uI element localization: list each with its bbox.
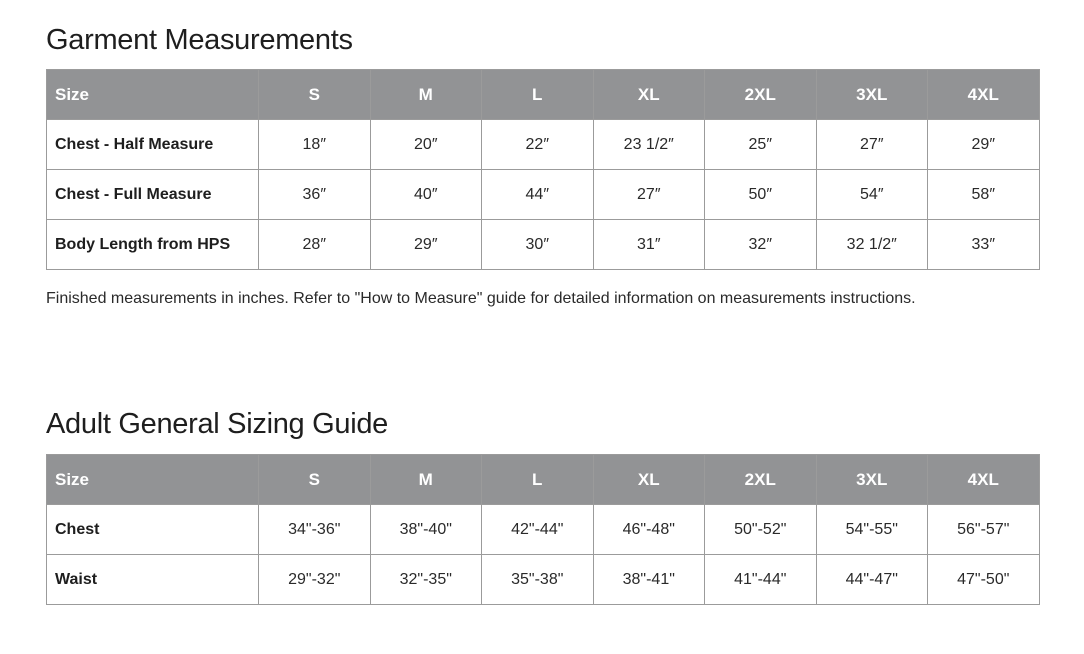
table-cell: 56"-57" — [928, 505, 1040, 555]
table-cell: 58″ — [928, 170, 1040, 220]
table-cell: 54″ — [816, 170, 928, 220]
table-row — [47, 505, 1040, 555]
column-header-xl: XL — [593, 455, 705, 505]
table-row — [47, 170, 1040, 220]
row-label: Waist — [47, 555, 259, 605]
sizing-guide-table — [46, 454, 1040, 605]
column-header-3xl: 3XL — [816, 70, 928, 120]
table-cell: 41"-44" — [705, 555, 817, 605]
column-header-m: M — [370, 70, 482, 120]
column-header-size: Size — [47, 70, 259, 120]
table-cell: 31″ — [593, 220, 705, 270]
column-header-2xl: 2XL — [705, 455, 817, 505]
table-cell: 22″ — [482, 120, 594, 170]
column-header-l: L — [482, 455, 594, 505]
column-header-4xl: 4XL — [928, 455, 1040, 505]
table-cell: 29″ — [370, 220, 482, 270]
table-cell: 36″ — [259, 170, 371, 220]
table-cell: 50″ — [705, 170, 817, 220]
column-header-s: S — [259, 70, 371, 120]
table-cell: 50"-52" — [705, 505, 817, 555]
table-row — [47, 555, 1040, 605]
table-cell: 28″ — [259, 220, 371, 270]
column-header-size: Size — [47, 455, 259, 505]
table-header-row — [47, 70, 1040, 120]
garment-measurements-title: Garment Measurements — [46, 24, 353, 56]
table-row — [47, 120, 1040, 170]
table-cell: 29"-32" — [259, 555, 371, 605]
table-cell: 38"-41" — [593, 555, 705, 605]
table-cell: 54"-55" — [816, 505, 928, 555]
table-cell: 35"-38" — [482, 555, 594, 605]
column-header-2xl: 2XL — [705, 70, 817, 120]
column-header-l: L — [482, 70, 594, 120]
table-cell: 34"-36" — [259, 505, 371, 555]
table-cell: 27″ — [593, 170, 705, 220]
sizing-guide-title: Adult General Sizing Guide — [46, 408, 389, 440]
table-cell: 47"-50" — [928, 555, 1040, 605]
table-row — [47, 220, 1040, 270]
table-cell: 46"-48" — [593, 505, 705, 555]
table-cell: 32″ — [705, 220, 817, 270]
measurement-note: Finished measurements in inches. Refer to "How to Measure" guide for detailed information on measurements instructions. — [46, 290, 916, 307]
column-header-xl: XL — [593, 70, 705, 120]
table-cell: 40″ — [370, 170, 482, 220]
table-cell: 29″ — [928, 120, 1040, 170]
table-cell: 38"-40" — [370, 505, 482, 555]
table-cell: 42"-44" — [482, 505, 594, 555]
row-label: Chest - Half Measure — [47, 120, 259, 170]
table-cell: 23 1/2″ — [593, 120, 705, 170]
table-cell: 25″ — [705, 120, 817, 170]
column-header-s: S — [259, 455, 371, 505]
row-label: Chest — [47, 505, 259, 555]
table-cell: 32 1/2″ — [816, 220, 928, 270]
table-cell: 20″ — [370, 120, 482, 170]
table-cell: 18″ — [259, 120, 371, 170]
table-cell: 30″ — [482, 220, 594, 270]
column-header-4xl: 4XL — [928, 70, 1040, 120]
table-cell: 33″ — [928, 220, 1040, 270]
table-cell: 27″ — [816, 120, 928, 170]
column-header-3xl: 3XL — [816, 455, 928, 505]
table-cell: 44"-47" — [816, 555, 928, 605]
column-header-m: M — [370, 455, 482, 505]
garment-measurements-table — [46, 69, 1040, 270]
row-label: Body Length from HPS — [47, 220, 259, 270]
table-cell: 44″ — [482, 170, 594, 220]
table-cell: 32"-35" — [370, 555, 482, 605]
row-label: Chest - Full Measure — [47, 170, 259, 220]
table-header-row — [47, 455, 1040, 505]
